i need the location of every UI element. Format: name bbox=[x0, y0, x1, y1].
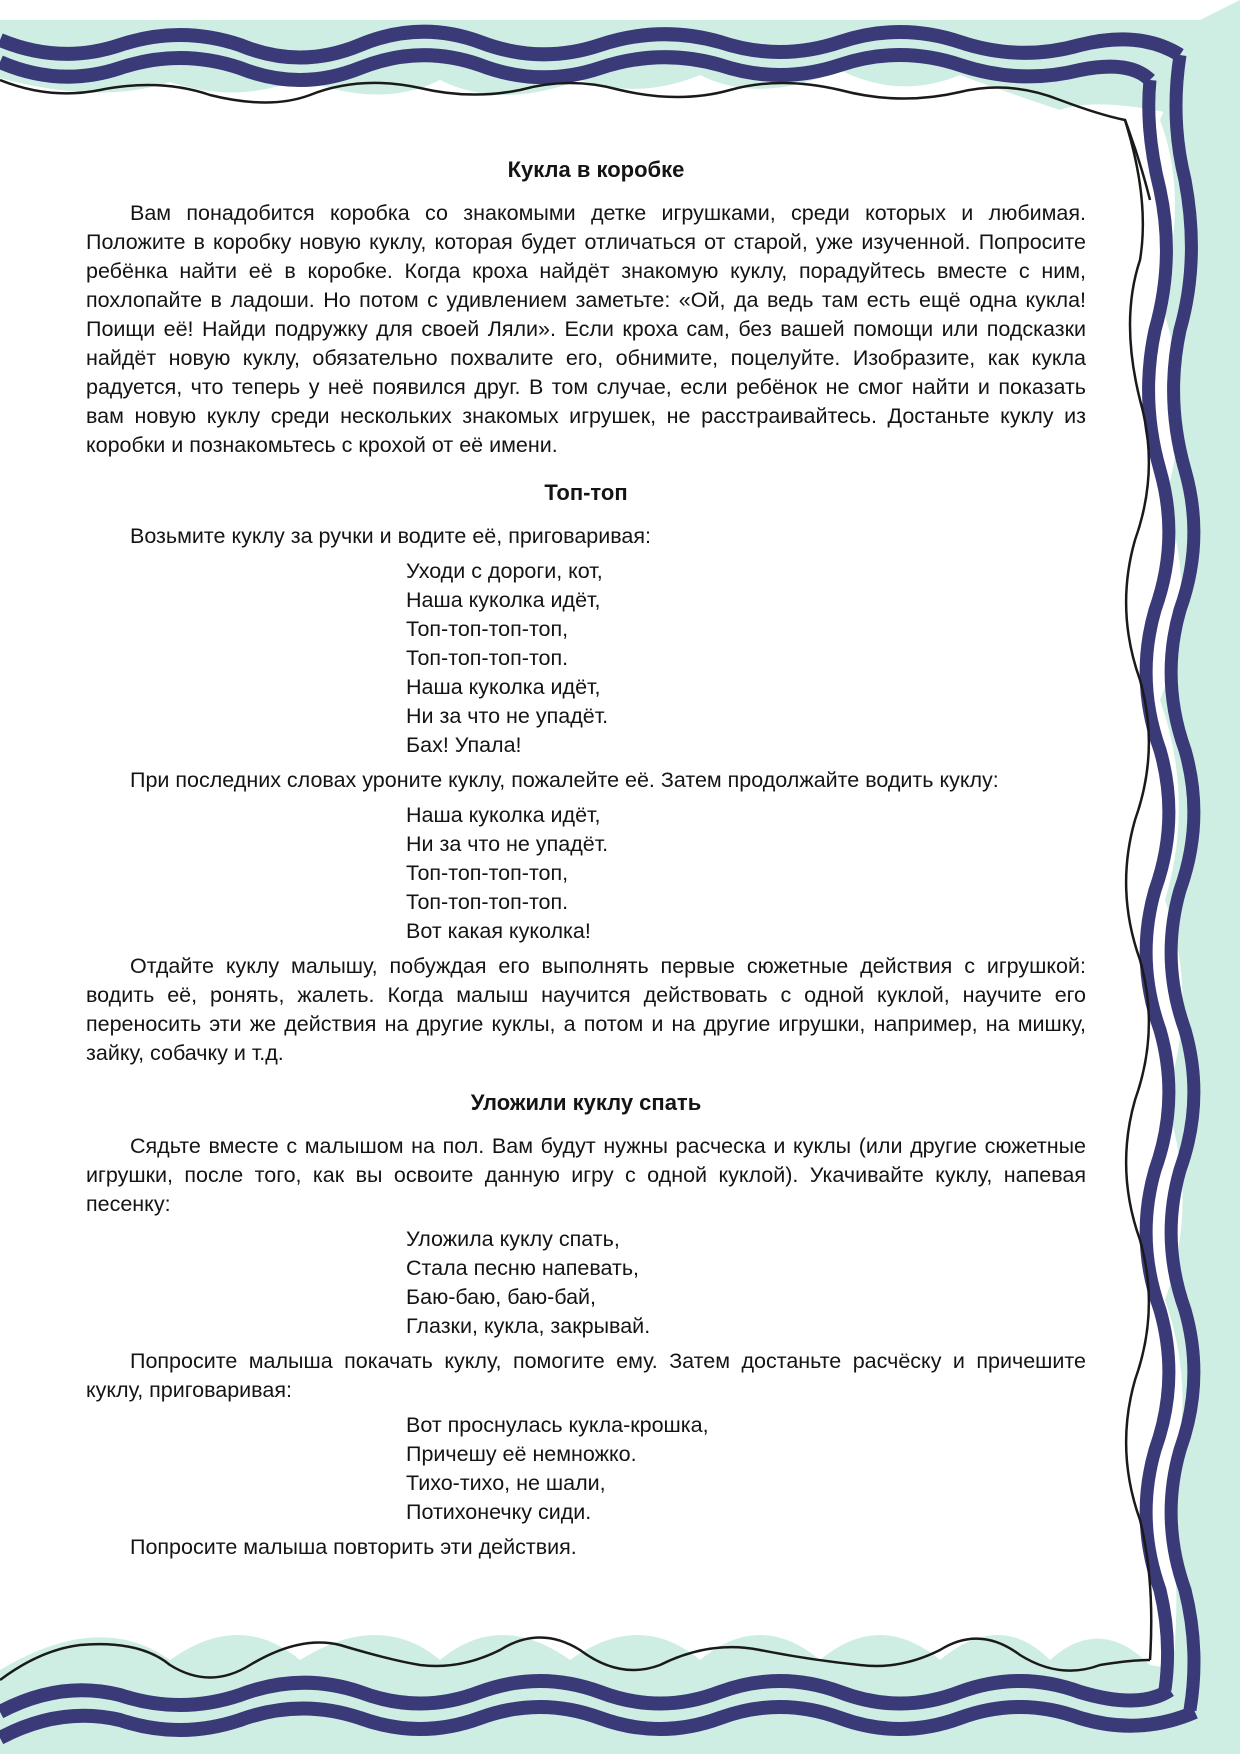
paragraph: Отдайте куклу малышу, побуждая его выполнять первые сюжетные действия с игрушкой: водить её, ронять, жалеть. Когда малыш научится действовать с одной куклой, научите его переносить эти же действия на другие куклы, а потом и на другие игрушки, например, на мишку, зайку, собачку и т.д. bbox=[86, 954, 1086, 1065]
poem bbox=[406, 1225, 1086, 1341]
section-title: Топ-топ bbox=[544, 480, 628, 505]
poem-line: Уложила куклу спать, bbox=[406, 1227, 620, 1251]
poem-line: Баю-баю, баю-бай, bbox=[406, 1285, 597, 1309]
section-title: Уложили куклу спать bbox=[470, 1090, 702, 1115]
poem bbox=[406, 1411, 1086, 1527]
poem-line: Топ-топ-топ-топ. bbox=[406, 890, 569, 914]
poem-line: Топ-топ-топ-топ. bbox=[406, 646, 569, 670]
poem-line: Ни за что не упадёт. bbox=[406, 704, 609, 728]
poem-line: Потихонечку сиди. bbox=[406, 1500, 592, 1524]
poem-line: Бах! Упала! bbox=[406, 733, 522, 757]
poem-line: Уходи с дороги, кот, bbox=[406, 559, 603, 583]
poem-line: Наша куколка идёт, bbox=[406, 803, 601, 827]
poem-line: Вот какая куколка! bbox=[406, 919, 591, 943]
paragraph: Вам понадобится коробка со знакомыми детке игрушками, среди которых и любимая. Положите в коробку новую куклу, которая будет отличаться от старой, уже изученной. Попросите ребёнка найти её в коробке. Когда кроха найдёт знакомую куклу, порадуйтесь вместе с ним, похлопайте в ладоши. Но потом с удивлением заметьте: «Ой, да ведь там есть ещё одна кукла! Поищи её! Найди подружку для своей Ляли». Если кроха сам, без вашей помощи или подсказки найдёт новую куклу, обязательно похвалите его, обнимите, поцелуйте. Изобразите, как кукла радуется, что теперь у неё появился друг. В том случае, если ребёнок не смог найти и показать вам новую куклу среди нескольких знакомых игрушек, не расстраивайтесь. Достаньте куклу из коробки и познакомьтесь с крохой от её имени. bbox=[86, 201, 1086, 457]
section-title: Кукла в коробке bbox=[507, 157, 685, 182]
paragraph: Попросите малыша повторить эти действия. bbox=[130, 1535, 577, 1559]
section-put-doll-to-sleep bbox=[86, 1088, 1086, 1562]
document-body bbox=[86, 155, 1086, 1562]
section-top-top bbox=[86, 478, 1086, 1068]
poem-line: Причешу её немножко. bbox=[406, 1442, 637, 1466]
paragraph: Сядьте вместе с малышом на пол. Вам будут нужны расческа и куклы (или другие сюжетные игрушки, после того, как вы освоите данную игру с одной куклой). Укачивайте куклу, напевая песенку: bbox=[86, 1134, 1086, 1216]
paragraph: Попросите малыша покачать куклу, помогите ему. Затем достаньте расчёску и причешите куклу, приговаривая: bbox=[86, 1349, 1086, 1402]
poem-line: Ни за что не упадёт. bbox=[406, 832, 609, 856]
poem-line: Наша куколка идёт, bbox=[406, 588, 601, 612]
poem-line: Вот проснулась кукла-крошка, bbox=[406, 1413, 709, 1437]
paragraph: При последних словах уроните куклу, пожалейте её. Затем продолжайте водить куклу: bbox=[130, 768, 999, 792]
section-doll-in-box bbox=[86, 155, 1086, 460]
poem-line: Стала песню напевать, bbox=[406, 1256, 640, 1280]
poem-line: Топ-топ-топ-топ, bbox=[406, 617, 569, 641]
poem-line: Тихо-тихо, не шали, bbox=[406, 1471, 606, 1495]
paragraph: Возьмите куклу за ручки и водите её, приговаривая: bbox=[130, 524, 651, 548]
poem-line: Глазки, кукла, закрывай. bbox=[406, 1314, 651, 1338]
poem bbox=[406, 801, 1086, 946]
poem-line: Наша куколка идёт, bbox=[406, 675, 601, 699]
poem bbox=[406, 557, 1086, 760]
poem-line: Топ-топ-топ-топ, bbox=[406, 861, 569, 885]
